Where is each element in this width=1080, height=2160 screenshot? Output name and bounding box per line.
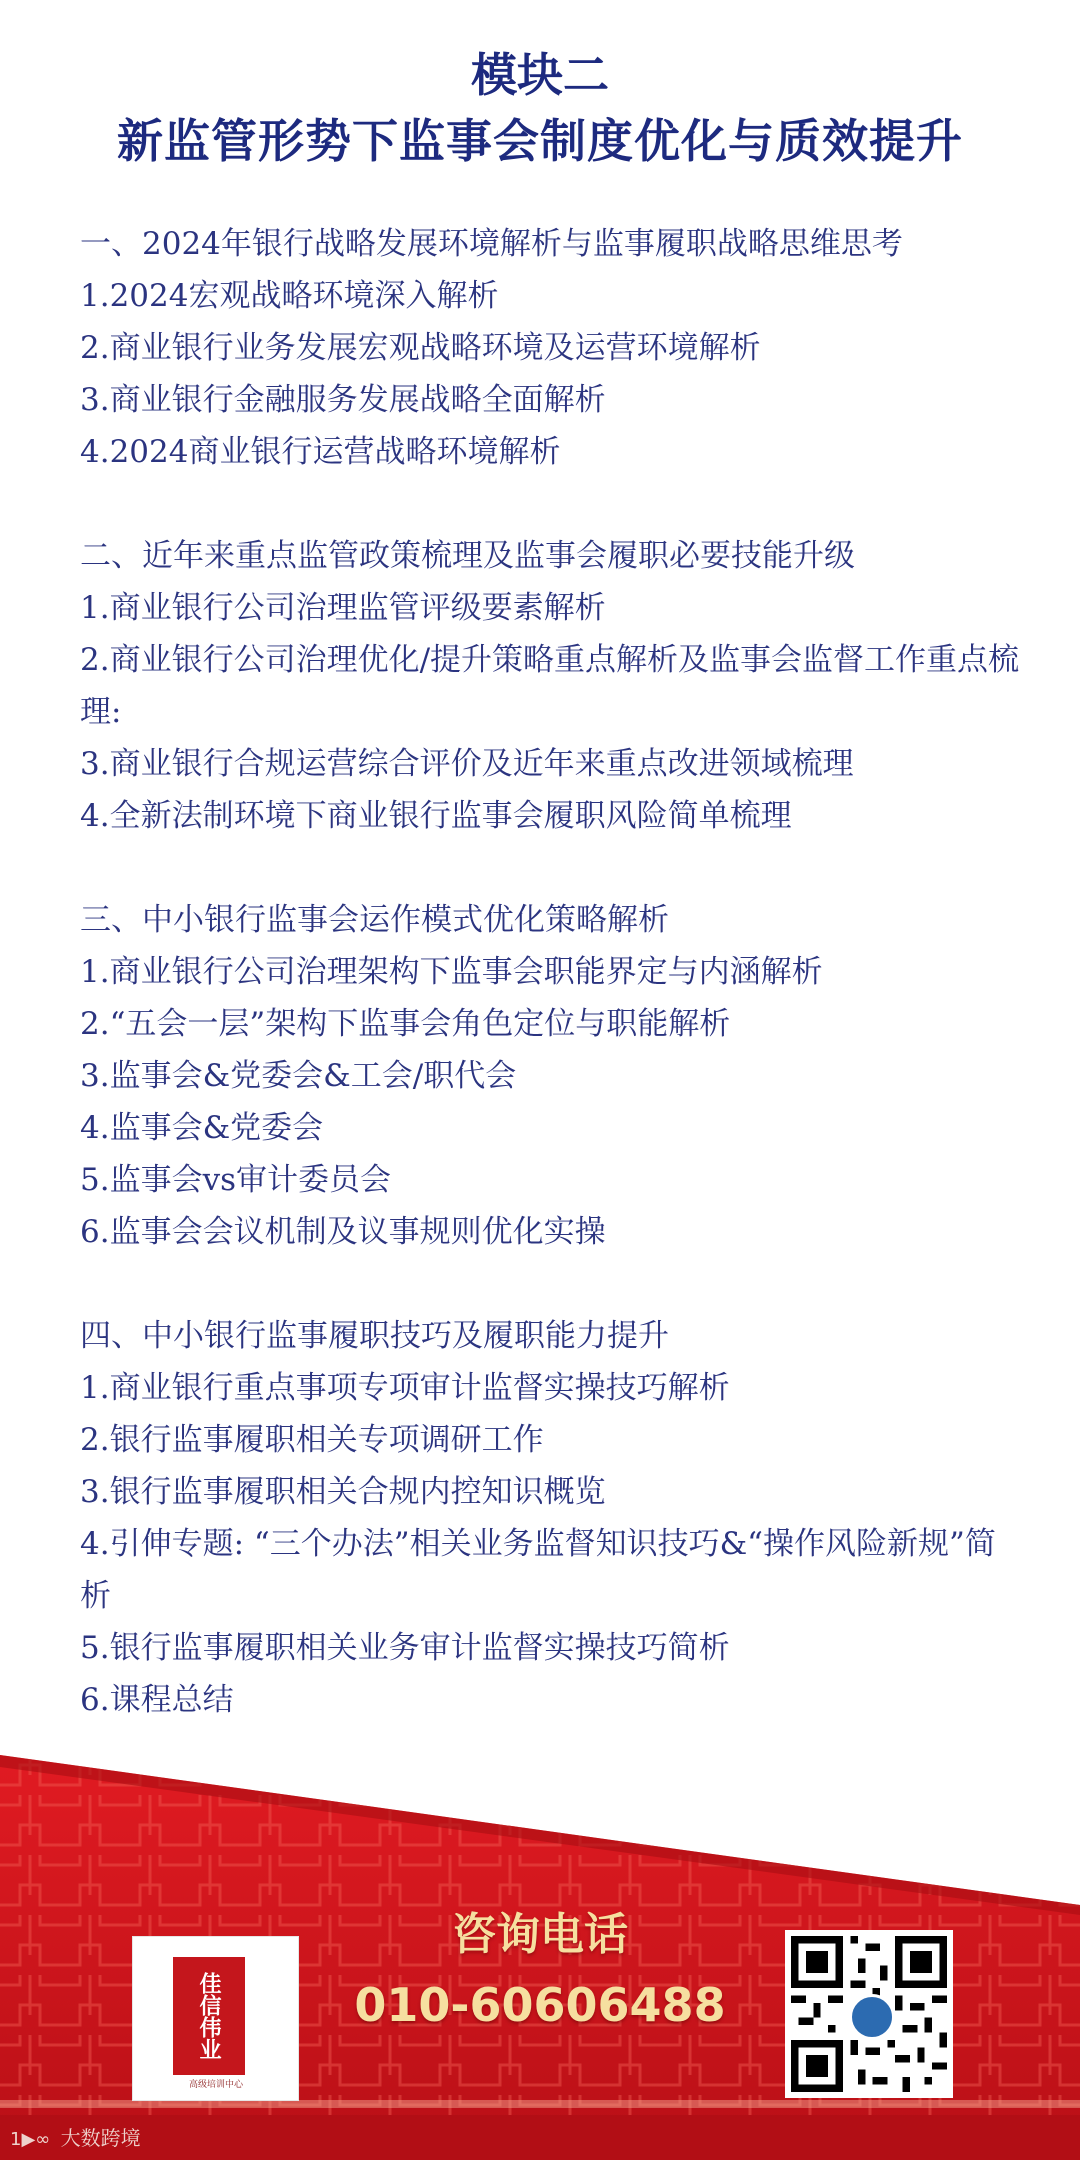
section-3 bbox=[80, 894, 1020, 1258]
section-4 bbox=[80, 1310, 1020, 1726]
list-item: 1.商业银行公司治理架构下监事会职能界定与内涵解析 bbox=[80, 954, 823, 990]
list-item: 3.商业银行合规运营综合评价及近年来重点改进领域梳理 bbox=[80, 746, 854, 782]
course-outline bbox=[80, 218, 1020, 1778]
list-item: 4.监事会&党委会 bbox=[80, 1110, 324, 1146]
list-item: 2.银行监事履职相关专项调研工作 bbox=[80, 1422, 544, 1458]
watermark bbox=[10, 2122, 141, 2151]
section-heading: 四、中小银行监事履职技巧及履职能力提升 bbox=[80, 1318, 669, 1354]
section-2 bbox=[80, 530, 1020, 842]
list-item: 5.银行监事履职相关业务审计监督实操技巧简析 bbox=[80, 1630, 730, 1666]
list-item: 6.监事会会议机制及议事规则优化实操 bbox=[80, 1214, 606, 1250]
list-item: 1.商业银行重点事项专项审计监督实操技巧解析 bbox=[80, 1370, 730, 1406]
logo-text: 佳信伟业 bbox=[196, 1972, 222, 2060]
list-item: 5.监事会vs审计委员会 bbox=[80, 1162, 391, 1198]
logo-seal bbox=[173, 1957, 245, 2075]
watermark-mark: 1▶∞ bbox=[10, 2129, 51, 2150]
list-item: 3.监事会&党委会&工会/职代会 bbox=[80, 1058, 517, 1094]
page-header bbox=[0, 42, 1080, 174]
company-logo bbox=[133, 1937, 298, 2100]
list-item: 2.商业银行业务发展宏观战略环境及运营环境解析 bbox=[80, 330, 761, 366]
list-item: 1.2024宏观战略环境深入解析 bbox=[80, 278, 499, 314]
list-item: 1.商业银行公司治理监管评级要素解析 bbox=[80, 590, 606, 626]
section-heading: 三、中小银行监事会运作模式优化策略解析 bbox=[80, 902, 669, 938]
list-item: 4.2024商业银行运营战略环境解析 bbox=[80, 434, 561, 470]
contact-block bbox=[300, 1905, 780, 2037]
list-item: 4.引伸专题: “三个办法”相关业务监督知识技巧&“操作风险新规”简析 bbox=[80, 1526, 996, 1614]
watermark-text: 大数跨境 bbox=[60, 2126, 141, 2150]
contact-label: 咨询电话 bbox=[452, 1909, 628, 1960]
qr-center-logo bbox=[849, 1994, 895, 2040]
phone-number[interactable]: 010-60606488 bbox=[354, 1978, 726, 2032]
section-1 bbox=[80, 218, 1020, 478]
list-item: 6.课程总结 bbox=[80, 1682, 234, 1718]
qr-code[interactable] bbox=[785, 1930, 953, 2098]
list-item: 3.商业银行金融服务发展战略全面解析 bbox=[80, 382, 606, 418]
module-subtitle: 新监管形势下监事会制度优化与质效提升 bbox=[117, 114, 963, 168]
list-item: 3.银行监事履职相关合规内控知识概览 bbox=[80, 1474, 606, 1510]
module-title: 模块二 bbox=[471, 48, 609, 102]
list-item: 2.商业银行公司治理优化/提升策略重点解析及监事会监督工作重点梳理: bbox=[80, 642, 1020, 730]
list-item: 2.“五会一层”架构下监事会角色定位与职能解析 bbox=[80, 1006, 731, 1042]
logo-subtext: 高级培训中心 bbox=[188, 2080, 243, 2090]
section-heading: 一、2024年银行战略发展环境解析与监事履职战略思维思考 bbox=[80, 226, 903, 262]
section-heading: 二、近年来重点监管政策梳理及监事会履职必要技能升级 bbox=[80, 538, 855, 574]
list-item: 4.全新法制环境下商业银行监事会履职风险简单梳理 bbox=[80, 798, 792, 834]
